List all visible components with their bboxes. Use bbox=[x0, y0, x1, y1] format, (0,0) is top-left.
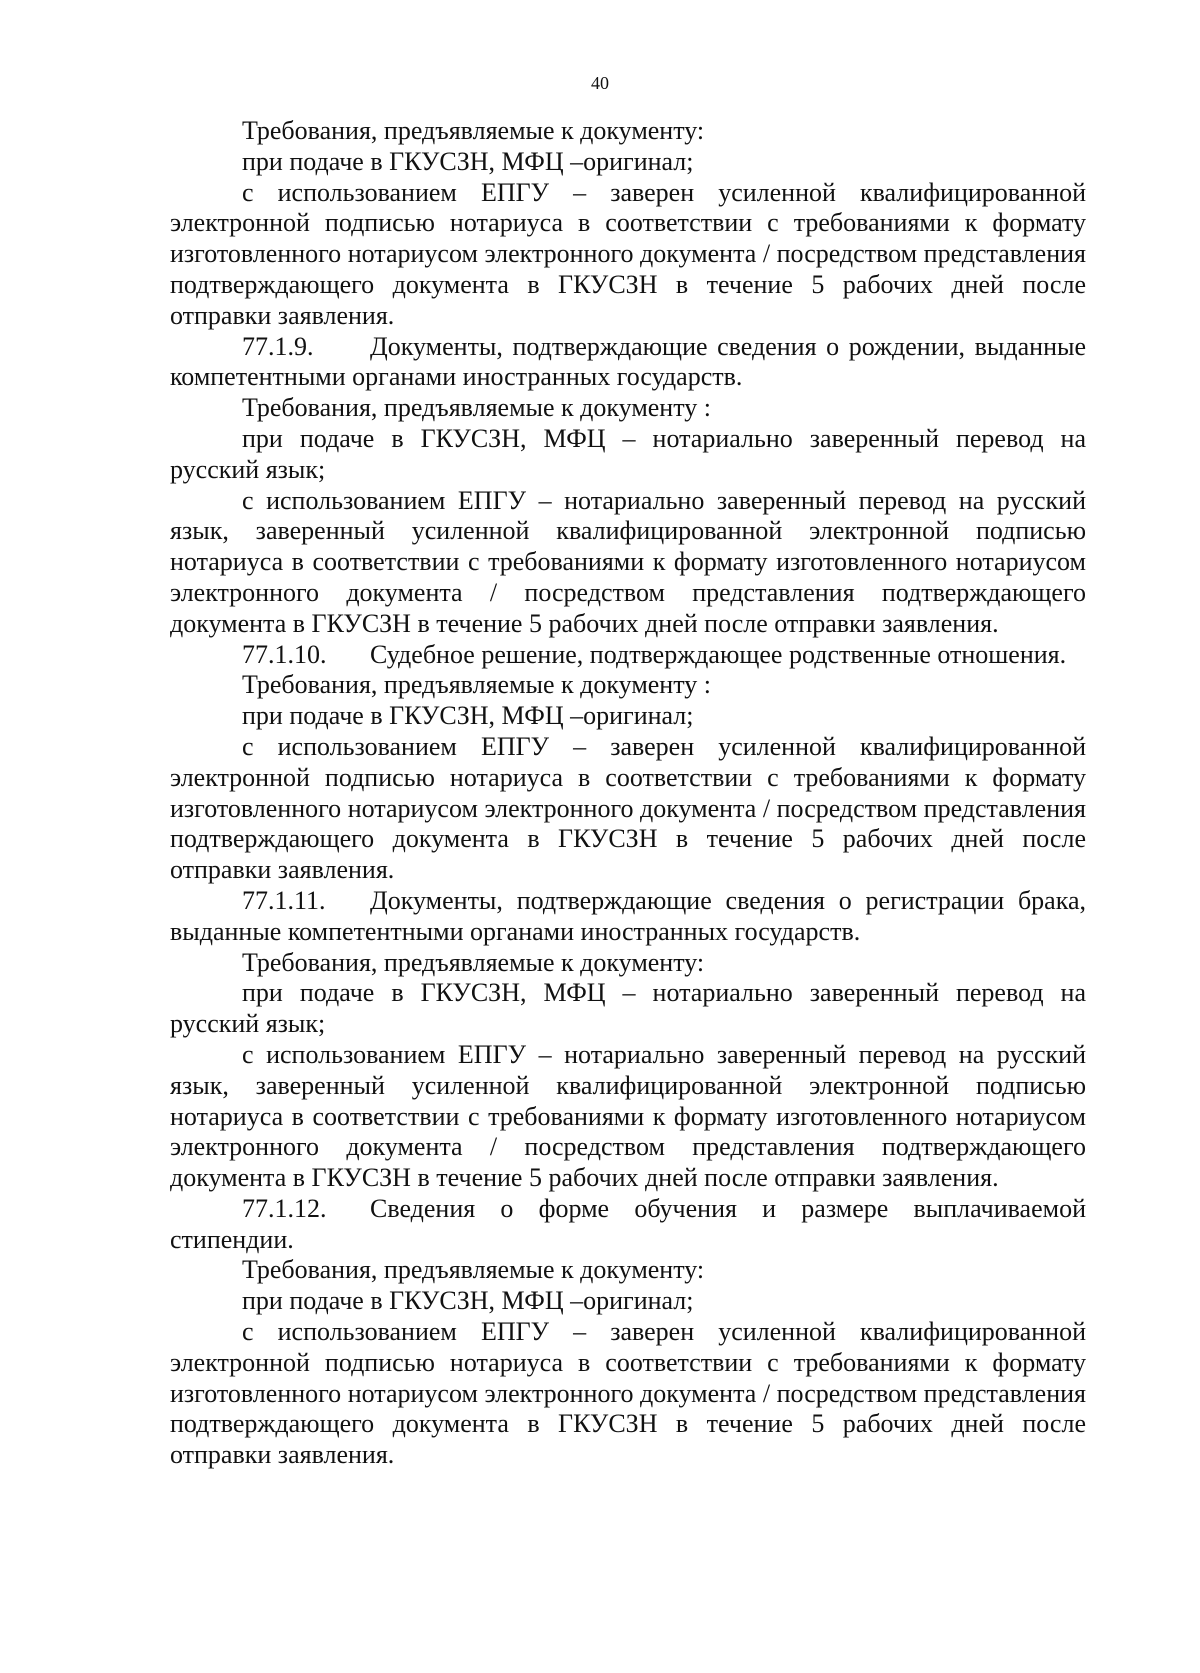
paragraph: с использованием ЕПГУ – заверен усиленной квалифицированной электронной подписью нотариуса в соответствии с требованиями к формату изготовленного нотариусом электронного документа / посредством представления подтверждающего документа в ГКУСЗН в течение 5 рабочих дней после отправки заявления. bbox=[170, 731, 1086, 885]
paragraph: с использованием ЕПГУ – нотариально заверенный перевод на русский язык, заверенный усиленной квалифицированной электронной подписью нотариуса в соответствии с требованиями к формату изготовленного нотариусом электронного документа / посредством представления подтверждающего документа в ГКУСЗН в течение 5 рабочих дней после отправки заявления. bbox=[170, 485, 1086, 638]
page-number: 40 bbox=[591, 73, 609, 93]
document-body bbox=[170, 116, 1086, 1471]
paragraph: Требования, предъявляемые к документу: bbox=[242, 1255, 705, 1285]
paragraph: Требования, предъявляемые к документу: bbox=[242, 947, 705, 977]
item-number: 77.1.10. bbox=[242, 639, 327, 669]
paragraph: при подаче в ГКУСЗН, МФЦ –оригинал; bbox=[242, 701, 694, 731]
item-number: 77.1.9. bbox=[242, 331, 314, 361]
paragraph: с использованием ЕПГУ – нотариально заверенный перевод на русский язык, заверенный усиленной квалифицированной электронной подписью нотариуса в соответствии с требованиями к формату изготовленного нотариусом электронного документа / посредством представления подтверждающего документа в ГКУСЗН в течение 5 рабочих дней после отправки заявления. bbox=[170, 1039, 1086, 1193]
numbered-item bbox=[170, 1194, 1086, 1256]
paragraph: с использованием ЕПГУ – заверен усиленной квалифицированной электронной подписью нотариуса в соответствии с требованиями к формату изготовленного нотариусом электронного документа / посредством представления подтверждающего документа в ГКУСЗН в течение 5 рабочих дней после отправки заявления. bbox=[170, 177, 1086, 330]
paragraph: Требования, предъявляемые к документу : bbox=[242, 670, 711, 700]
paragraph: при подаче в ГКУСЗН, МФЦ – нотариально заверенный перевод на русский язык; bbox=[170, 423, 1086, 484]
paragraph: Требования, предъявляемые к документу: bbox=[242, 116, 705, 145]
paragraph: при подаче в ГКУСЗН, МФЦ – нотариально заверенный перевод на русский язык; bbox=[170, 978, 1086, 1039]
paragraph: при подаче в ГКУСЗН, МФЦ –оригинал; bbox=[242, 1286, 694, 1316]
item-text: Документы, подтверждающие сведения о регистрации брака, выданные компетентными органами иностранных государств. bbox=[170, 885, 1086, 946]
item-text: Сведения о форме обучения и размере выплачиваемой стипендии. bbox=[170, 1193, 1086, 1254]
item-number: 77.1.11. bbox=[242, 885, 326, 915]
item-number: 77.1.12. bbox=[242, 1193, 327, 1223]
numbered-item bbox=[170, 332, 1086, 394]
item-text: Документы, подтверждающие сведения о рождении, выданные компетентными органами иностранных государств. bbox=[170, 331, 1086, 392]
numbered-item bbox=[170, 886, 1086, 948]
numbered-item bbox=[170, 640, 1086, 671]
paragraph: с использованием ЕПГУ – заверен усиленной квалифицированной электронной подписью нотариуса в соответствии с требованиями к формату изготовленного нотариусом электронного документа / посредством представления подтверждающего документа в ГКУСЗН в течение 5 рабочих дней после отправки заявления. bbox=[170, 1317, 1086, 1470]
paragraph: при подаче в ГКУСЗН, МФЦ –оригинал; bbox=[242, 146, 694, 176]
paragraph: Требования, предъявляемые к документу : bbox=[242, 393, 711, 423]
item-text: Судебное решение, подтверждающее родственные отношения. bbox=[370, 639, 1067, 669]
